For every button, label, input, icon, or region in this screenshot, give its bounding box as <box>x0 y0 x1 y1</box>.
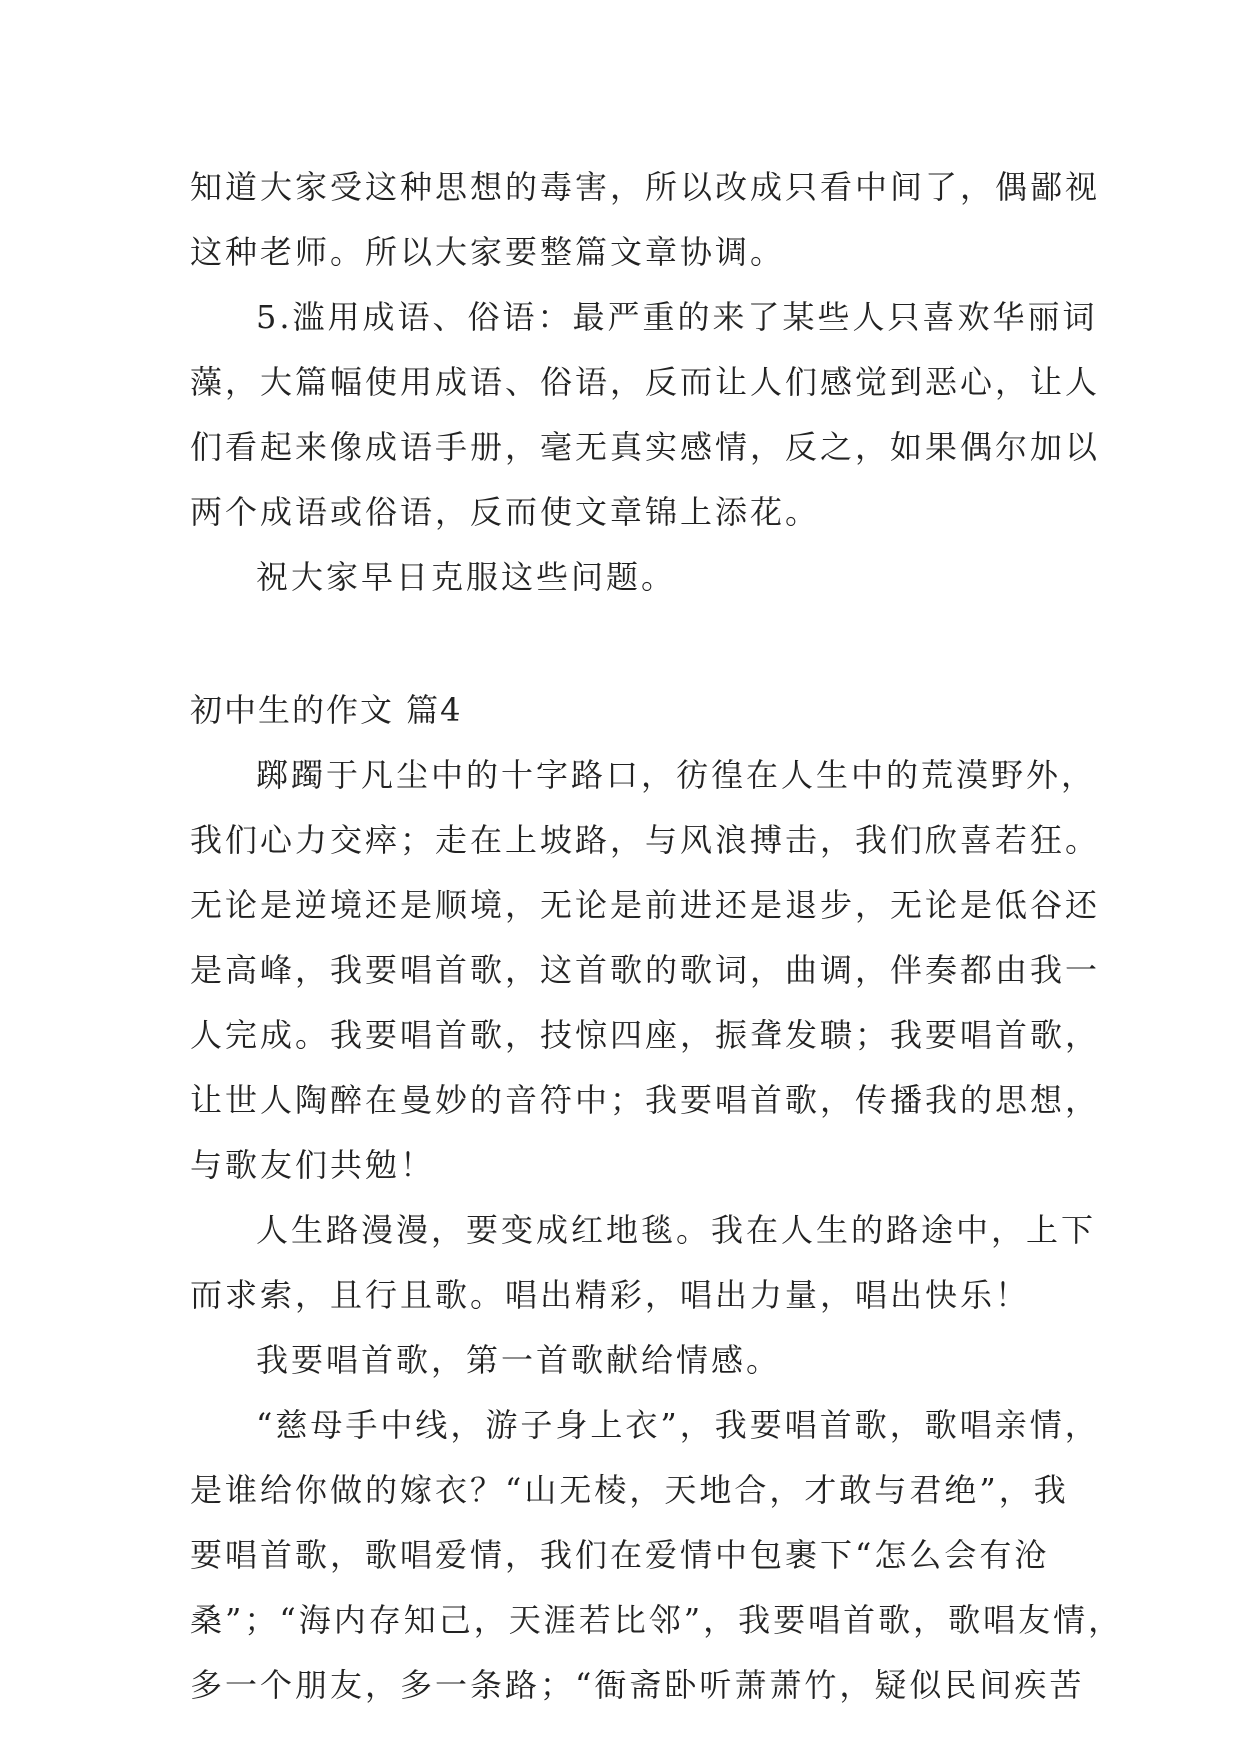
text-line: 两个成语或俗语，反而使文章锦上添花。 <box>190 493 821 531</box>
paragraph-2 <box>190 285 1101 545</box>
text-line: 而求索，且行且歌。唱出精彩，唱出力量，唱出快乐！ <box>190 1276 1031 1314</box>
document-page <box>190 155 1124 1718</box>
paragraph-1 <box>190 155 1101 285</box>
paragraph-3 <box>190 545 1070 610</box>
text-line: 踯躅于凡尘中的十字路口，彷徨在人生中的荒漠野外， <box>256 756 1097 794</box>
text-line: 桑”；“海内存知己，天涯若比邻”，我要唱首歌，歌唱友情， <box>190 1601 1124 1639</box>
text-line: 让世人陶醉在曼妙的音符中；我要唱首歌，传播我的思想， <box>190 1081 1101 1119</box>
section-gap <box>190 610 1070 678</box>
text-line: 5.滥用成语、俗语：最严重的来了某些人只喜欢华丽词 <box>256 298 1098 336</box>
text-line: 藻，大篇幅使用成语、俗语，反而让人们感觉到恶心，让人 <box>190 363 1101 401</box>
text-line: 是高峰，我要唱首歌，这首歌的歌词，曲调，伴奏都由我一 <box>190 951 1101 989</box>
text-line: 是谁给你做的嫁衣？“山无棱，天地合，才敢与君绝”，我 <box>190 1471 1069 1509</box>
text-line: 我要唱首歌，第一首歌献给情感。 <box>256 1341 782 1379</box>
paragraph-6 <box>190 1328 1070 1393</box>
paragraph-7 <box>190 1393 1124 1718</box>
text-line: 与歌友们共勉！ <box>190 1146 436 1184</box>
text-line: 知道大家受这种思想的毒害，所以改成只看中间了，偶鄙视 <box>190 168 1101 206</box>
paragraph-4 <box>190 743 1101 1198</box>
paragraph-5 <box>190 1198 1097 1328</box>
text-line: 们看起来像成语手册，毫无真实感情，反之，如果偶尔加以 <box>190 428 1101 466</box>
text-line: 人完成。我要唱首歌，技惊四座，振聋发聩；我要唱首歌， <box>190 1016 1101 1054</box>
text-line: 无论是逆境还是顺境，无论是前进还是退步，无论是低谷还 <box>190 886 1101 924</box>
text-line: 祝大家早日克服这些问题。 <box>256 558 677 596</box>
section-heading: 初中生的作文 篇4 <box>190 691 463 729</box>
text-line: 要唱首歌，歌唱爱情，我们在爱情中包裹下“怎么会有沧 <box>190 1536 1050 1574</box>
text-line: 多一个朋友，多一条路；“衙斋卧听萧萧竹，疑似民间疾苦 <box>190 1666 1085 1704</box>
text-line: 这种老师。所以大家要整篇文章协调。 <box>190 233 786 271</box>
text-line: “慈母手中线，游子身上衣”，我要唱首歌，歌唱亲情， <box>256 1406 1100 1444</box>
text-line: 我们心力交瘁；走在上坡路，与风浪搏击，我们欣喜若狂。 <box>190 821 1101 859</box>
text-line: 人生路漫漫，要变成红地毯。我在人生的路途中，上下 <box>256 1211 1097 1249</box>
